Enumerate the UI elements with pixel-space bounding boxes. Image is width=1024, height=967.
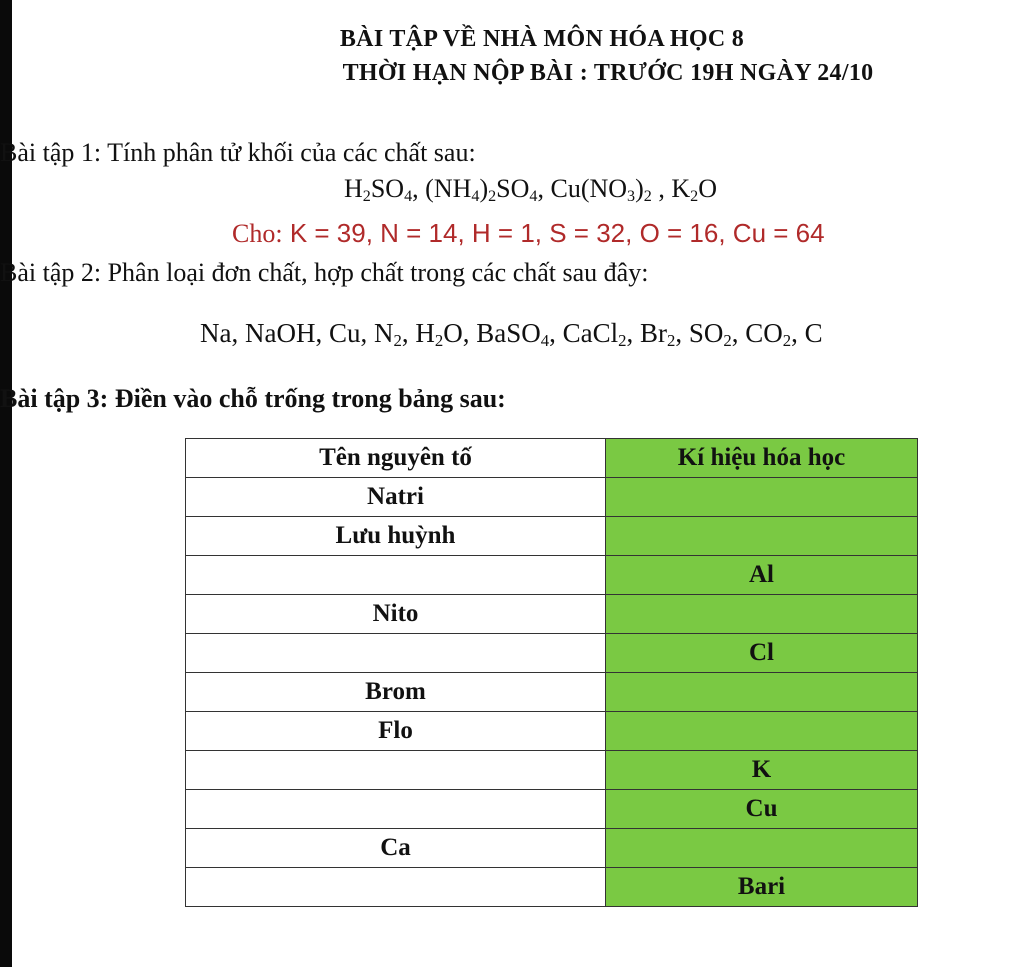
substance bbox=[640, 318, 683, 351]
formula-text: Cu, bbox=[328, 318, 368, 348]
subscript: 2 bbox=[643, 188, 652, 206]
element-name-cell[interactable]: Brom bbox=[186, 673, 606, 712]
table-row bbox=[186, 868, 918, 907]
subscript: 3 bbox=[627, 188, 636, 206]
element-name-cell[interactable] bbox=[186, 751, 606, 790]
formula-text: , bbox=[412, 174, 419, 203]
subscript: 2 bbox=[362, 188, 371, 206]
substance bbox=[745, 318, 798, 351]
formula-text: SO bbox=[688, 318, 724, 348]
table-row bbox=[186, 634, 918, 673]
substance bbox=[373, 318, 409, 351]
formula-text: , bbox=[401, 318, 409, 348]
substance bbox=[476, 318, 556, 351]
formula-text: O bbox=[698, 174, 717, 203]
header-chemical-symbol: Kí hiệu hóa học bbox=[606, 439, 918, 478]
subscript: 4 bbox=[471, 188, 480, 206]
element-symbol-cell[interactable] bbox=[606, 673, 918, 712]
formula-text: , bbox=[791, 318, 798, 348]
subscript: 4 bbox=[540, 331, 550, 351]
document-title: BÀI TẬP VỀ NHÀ MÔN HÓA HỌC 8 bbox=[339, 26, 745, 52]
element-symbol-cell[interactable] bbox=[606, 517, 918, 556]
table-row bbox=[186, 673, 918, 712]
element-name-cell[interactable]: Flo bbox=[186, 712, 606, 751]
formula-text: K bbox=[671, 174, 691, 203]
subscript: 2 bbox=[434, 331, 444, 351]
formula-text: ) bbox=[479, 174, 489, 203]
formula-text: ) bbox=[635, 174, 644, 203]
element-symbol-cell[interactable]: Cl bbox=[606, 634, 918, 673]
element-name-cell[interactable]: Natri bbox=[186, 478, 606, 517]
formula-text: N bbox=[373, 318, 394, 348]
given-label: Cho: bbox=[232, 219, 283, 248]
exercise-2-prompt: Bài tập 2: Phân loại đơn chất, hợp chất trong các chất sau đây: bbox=[0, 258, 649, 287]
subscript: 2 bbox=[690, 188, 699, 206]
element-symbol-cell[interactable]: Al bbox=[606, 556, 918, 595]
formula-text: Cu(NO bbox=[550, 174, 628, 203]
subscript: 2 bbox=[618, 331, 627, 351]
element-symbol-cell[interactable]: Cu bbox=[606, 790, 918, 829]
formula-text: C bbox=[804, 318, 823, 348]
substance bbox=[329, 318, 367, 348]
exercise-1-formulas bbox=[344, 174, 717, 204]
table-header-row bbox=[186, 439, 918, 478]
exercise-2-substances bbox=[200, 318, 823, 349]
exercise-1-given bbox=[232, 218, 825, 249]
element-name-cell[interactable]: Lưu huỳnh bbox=[186, 517, 606, 556]
table-row bbox=[186, 751, 918, 790]
formula-text: H bbox=[344, 174, 363, 203]
formula-text: CaCl bbox=[562, 318, 619, 348]
table-row bbox=[186, 712, 918, 751]
formula-text: BaSO bbox=[476, 318, 541, 348]
element-name-cell[interactable] bbox=[186, 790, 606, 829]
formula-text: CO bbox=[745, 318, 783, 348]
subscript: 4 bbox=[529, 188, 538, 206]
element-symbol-cell[interactable] bbox=[606, 829, 918, 868]
element-symbol-cell[interactable]: Bari bbox=[606, 868, 918, 907]
substance bbox=[688, 318, 739, 351]
element-name-cell[interactable] bbox=[186, 634, 606, 673]
formula-text: , bbox=[537, 174, 544, 203]
formula bbox=[344, 174, 419, 206]
subscript: 2 bbox=[782, 331, 792, 351]
formula-text: SO bbox=[370, 174, 405, 203]
table-row bbox=[186, 829, 918, 868]
formula bbox=[425, 174, 544, 206]
subscript: 2 bbox=[393, 331, 402, 351]
exercise-3-prompt: Bài tập 3: Điền vào chỗ trống trong bảng sau: bbox=[0, 384, 506, 413]
formula-text: O, bbox=[443, 318, 470, 348]
formula-text: Na, bbox=[200, 318, 239, 348]
substance bbox=[245, 318, 322, 348]
deadline-line: THỜI HẠN NỘP BÀI : TRƯỚC 19H NGÀY 24/10 bbox=[342, 60, 874, 86]
element-name-cell[interactable]: Nito bbox=[186, 595, 606, 634]
given-values: K = 39, N = 14, H = 1, S = 32, O = 16, Cu = 64 bbox=[289, 218, 825, 248]
formula-text: NaOH, bbox=[244, 318, 323, 348]
element-name-cell[interactable] bbox=[186, 868, 606, 907]
element-symbol-cell[interactable]: K bbox=[606, 751, 918, 790]
formula-text: H bbox=[415, 318, 435, 348]
formula-text: , bbox=[675, 318, 683, 348]
table-row bbox=[186, 478, 918, 517]
formula-text: , bbox=[549, 318, 556, 348]
exercise-1-prompt: Bài tập 1: Tính phân tử khối của các chất sau: bbox=[0, 138, 476, 167]
element-name-cell[interactable]: Ca bbox=[186, 829, 606, 868]
formula bbox=[671, 174, 717, 206]
formula-text: SO bbox=[496, 174, 530, 203]
table-row bbox=[186, 517, 918, 556]
formula-text: Br bbox=[640, 318, 668, 348]
element-symbol-cell[interactable] bbox=[606, 595, 918, 634]
subscript: 2 bbox=[723, 331, 732, 351]
substance bbox=[805, 318, 823, 348]
element-symbol-cell[interactable] bbox=[606, 712, 918, 751]
subscript: 2 bbox=[667, 331, 676, 351]
formula bbox=[550, 174, 665, 206]
formula-text: , bbox=[626, 318, 634, 348]
table-row bbox=[186, 790, 918, 829]
subscript: 4 bbox=[404, 188, 413, 206]
table-row bbox=[186, 595, 918, 634]
table-row bbox=[186, 556, 918, 595]
header-element-name: Tên nguyên tố bbox=[186, 439, 606, 478]
substance bbox=[562, 318, 634, 351]
subscript: 2 bbox=[488, 188, 497, 206]
formula-text: (NH bbox=[425, 174, 472, 203]
formula-text: , bbox=[731, 318, 739, 348]
element-name-cell[interactable] bbox=[186, 556, 606, 595]
substance bbox=[200, 318, 238, 348]
element-symbol-cell[interactable] bbox=[606, 478, 918, 517]
substance bbox=[415, 318, 470, 351]
formula-text: , bbox=[651, 174, 665, 203]
element-table bbox=[185, 438, 918, 907]
